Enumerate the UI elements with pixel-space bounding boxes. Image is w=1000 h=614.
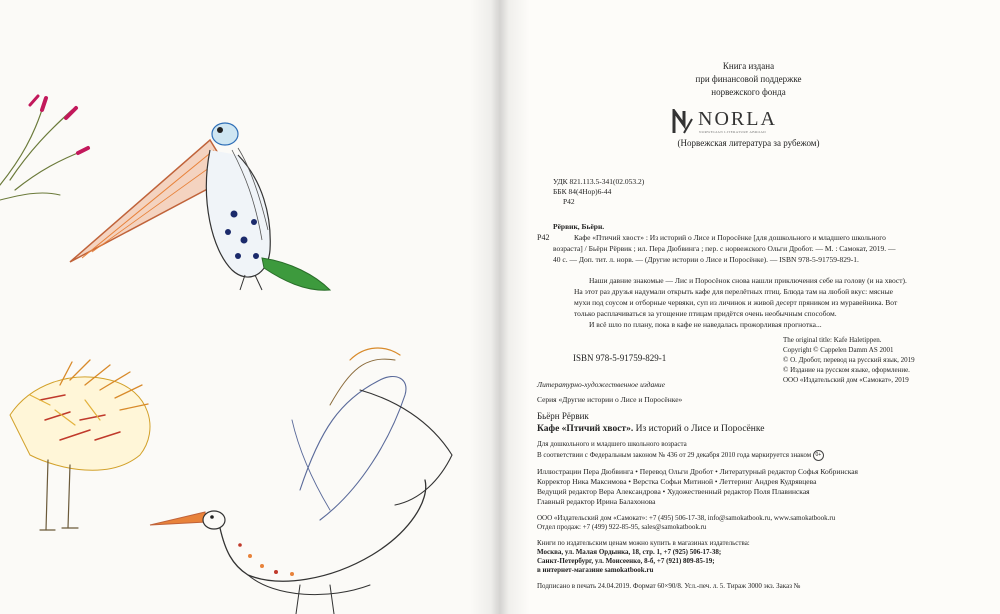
book-author: Бьёрн Рёрвик	[537, 411, 589, 421]
rights-line-5: ООО «Издательский дом «Самокат», 2019	[783, 376, 909, 384]
book-title-main: Кафе «Птичий хвост».	[537, 424, 634, 434]
series-name: Серия «Другие истории о Лисе и Поросёнке»	[537, 395, 683, 404]
catalog-line-3: 40 с. — Доп. тит. л. норв. — (Другие истории о Лисе и Поросёнке). — ISBN 978-5-91759-829-1.	[553, 255, 859, 264]
sales-contacts: Отдел продаж: +7 (499) 922-85-95, sales@samokatbook.ru	[537, 523, 707, 531]
catalog-mark: Р42	[537, 233, 550, 242]
norla-emblem-icon	[672, 109, 694, 135]
beak-bird-drawing	[70, 123, 330, 290]
speckled-bird-drawing	[10, 360, 150, 530]
catalog-line-1: Кафе «Птичий хвост» : Из историй о Лисе и Поросёнке [для дошкольного и младшего школьного	[574, 233, 886, 242]
support-line-1: Книга издана	[722, 61, 775, 71]
credits-line-1: Иллюстрации Пера Дюбвинга • Перевод Ольги Дробот • Литературный редактор Софья Кобринская	[537, 467, 859, 476]
book-title-sub: Из историй о Лисе и Поросёнке	[633, 424, 765, 434]
book-gutter	[470, 0, 530, 614]
catalog-author: Рёрвик, Бьёрн.	[553, 222, 605, 231]
support-line-2: при финансовой поддержке	[695, 74, 802, 84]
isbn: ISBN 978-5-91759-829-1	[573, 353, 667, 363]
shops-intro: Книги по издательским ценам можно купить в магазинах издательства:	[537, 539, 750, 547]
udk-index: УДК 821.113.5-341(02.053.2)	[553, 177, 645, 186]
age-category: Для дошкольного и младшего школьного возраста	[537, 440, 687, 448]
credits-line-4: Главный редактор Ирина Балахонова	[537, 497, 656, 506]
annotation-line-5: И всё шло по плану, пока в кафе не наведалась прожорливая прогнотка...	[589, 320, 822, 329]
shop-online: в интернет-магазине samokatbook.ru	[537, 566, 654, 574]
age-law-text: В соответствии с Федеральным законом № 436 от 29 декабря 2010 года маркируется знаком	[537, 451, 812, 460]
norla-logo	[672, 108, 832, 136]
flower-drawing	[0, 96, 88, 200]
print-details: Подписано в печать 24.04.2019. Формат 60×90/8. Усл.-печ. л. 5. Тираж 3000 экз. Заказ №	[537, 582, 801, 590]
credits-line-3: Ведущий редактор Вера Александрова • Художественный редактор Поля Плавинская	[537, 487, 810, 496]
support-line-3: норвежского фонда	[711, 87, 786, 97]
support-caption: (Норвежская литература за рубежом)	[677, 138, 820, 148]
illustration-page	[0, 0, 497, 614]
bird-illustrations	[0, 0, 497, 614]
age-law	[537, 450, 824, 461]
shop-spb: Санкт-Петербург, ул. Моисеенко, 8-б, +7 (921) 809-85-19;	[537, 557, 715, 565]
publisher-contacts: ООО «Издательский дом «Самокат»: +7 (495) 506-17-38, info@samokatbook.ru, www.samokatbook.ru	[537, 514, 836, 522]
catalog-line-2: возраста] / Бьёрн Рёрвик ; ил. Пера Дюбвинга ; пер. с норвежского Ольги Дробот. — М. : Самокат, 2019. —	[553, 244, 896, 253]
book-title	[537, 423, 764, 436]
annotation-line-2: На этот раз друзья надумали открыть кафе для перелётных птиц. Блюда там на любой вкус: мясные	[574, 287, 894, 296]
credits-line-2: Корректор Ника Максимова • Верстка Софьи Митиной • Леттеринг Андрея Кудрявцева	[537, 477, 817, 486]
norla-tagline: NORWEGIAN LITERATURE ABROAD	[699, 130, 767, 134]
norla-wordmark: NORLA	[698, 108, 777, 130]
stork-bird-drawing	[150, 348, 452, 614]
edition-type: Литературно-художественное издание	[537, 380, 665, 389]
annotation-line-3: мухи под соусом и отборные червяки, суп из личинок и живой десерт пряником из муравейника. Вот	[574, 298, 898, 307]
age-rating-badge: 0+	[813, 450, 824, 461]
bbk-index: ББК 84(4Нор)6-44	[553, 187, 612, 196]
rights-line-3: © О. Дробот, перевод на русский язык, 2019	[783, 356, 915, 364]
author-code: Р42	[563, 197, 575, 206]
annotation-line-1: Наши давние знакомые — Лис и Поросёнок снова нашли приключения себе на голову (и на хвост).	[589, 276, 907, 285]
rights-line-4: © Издание на русском языке, оформление.	[783, 366, 910, 374]
imprint-page	[497, 0, 1000, 614]
rights-line-1: The original title: Kafe Haletippen.	[783, 336, 882, 344]
annotation-line-4: только расплачиваться за угощение птицам придётся очень необычным способом.	[574, 309, 837, 318]
shop-moscow: Москва, ул. Малая Ордынка, 18, стр. 1, +7 (925) 506-17-38;	[537, 548, 722, 556]
rights-line-2: Copyright © Cappelen Damm AS 2001	[783, 346, 894, 354]
